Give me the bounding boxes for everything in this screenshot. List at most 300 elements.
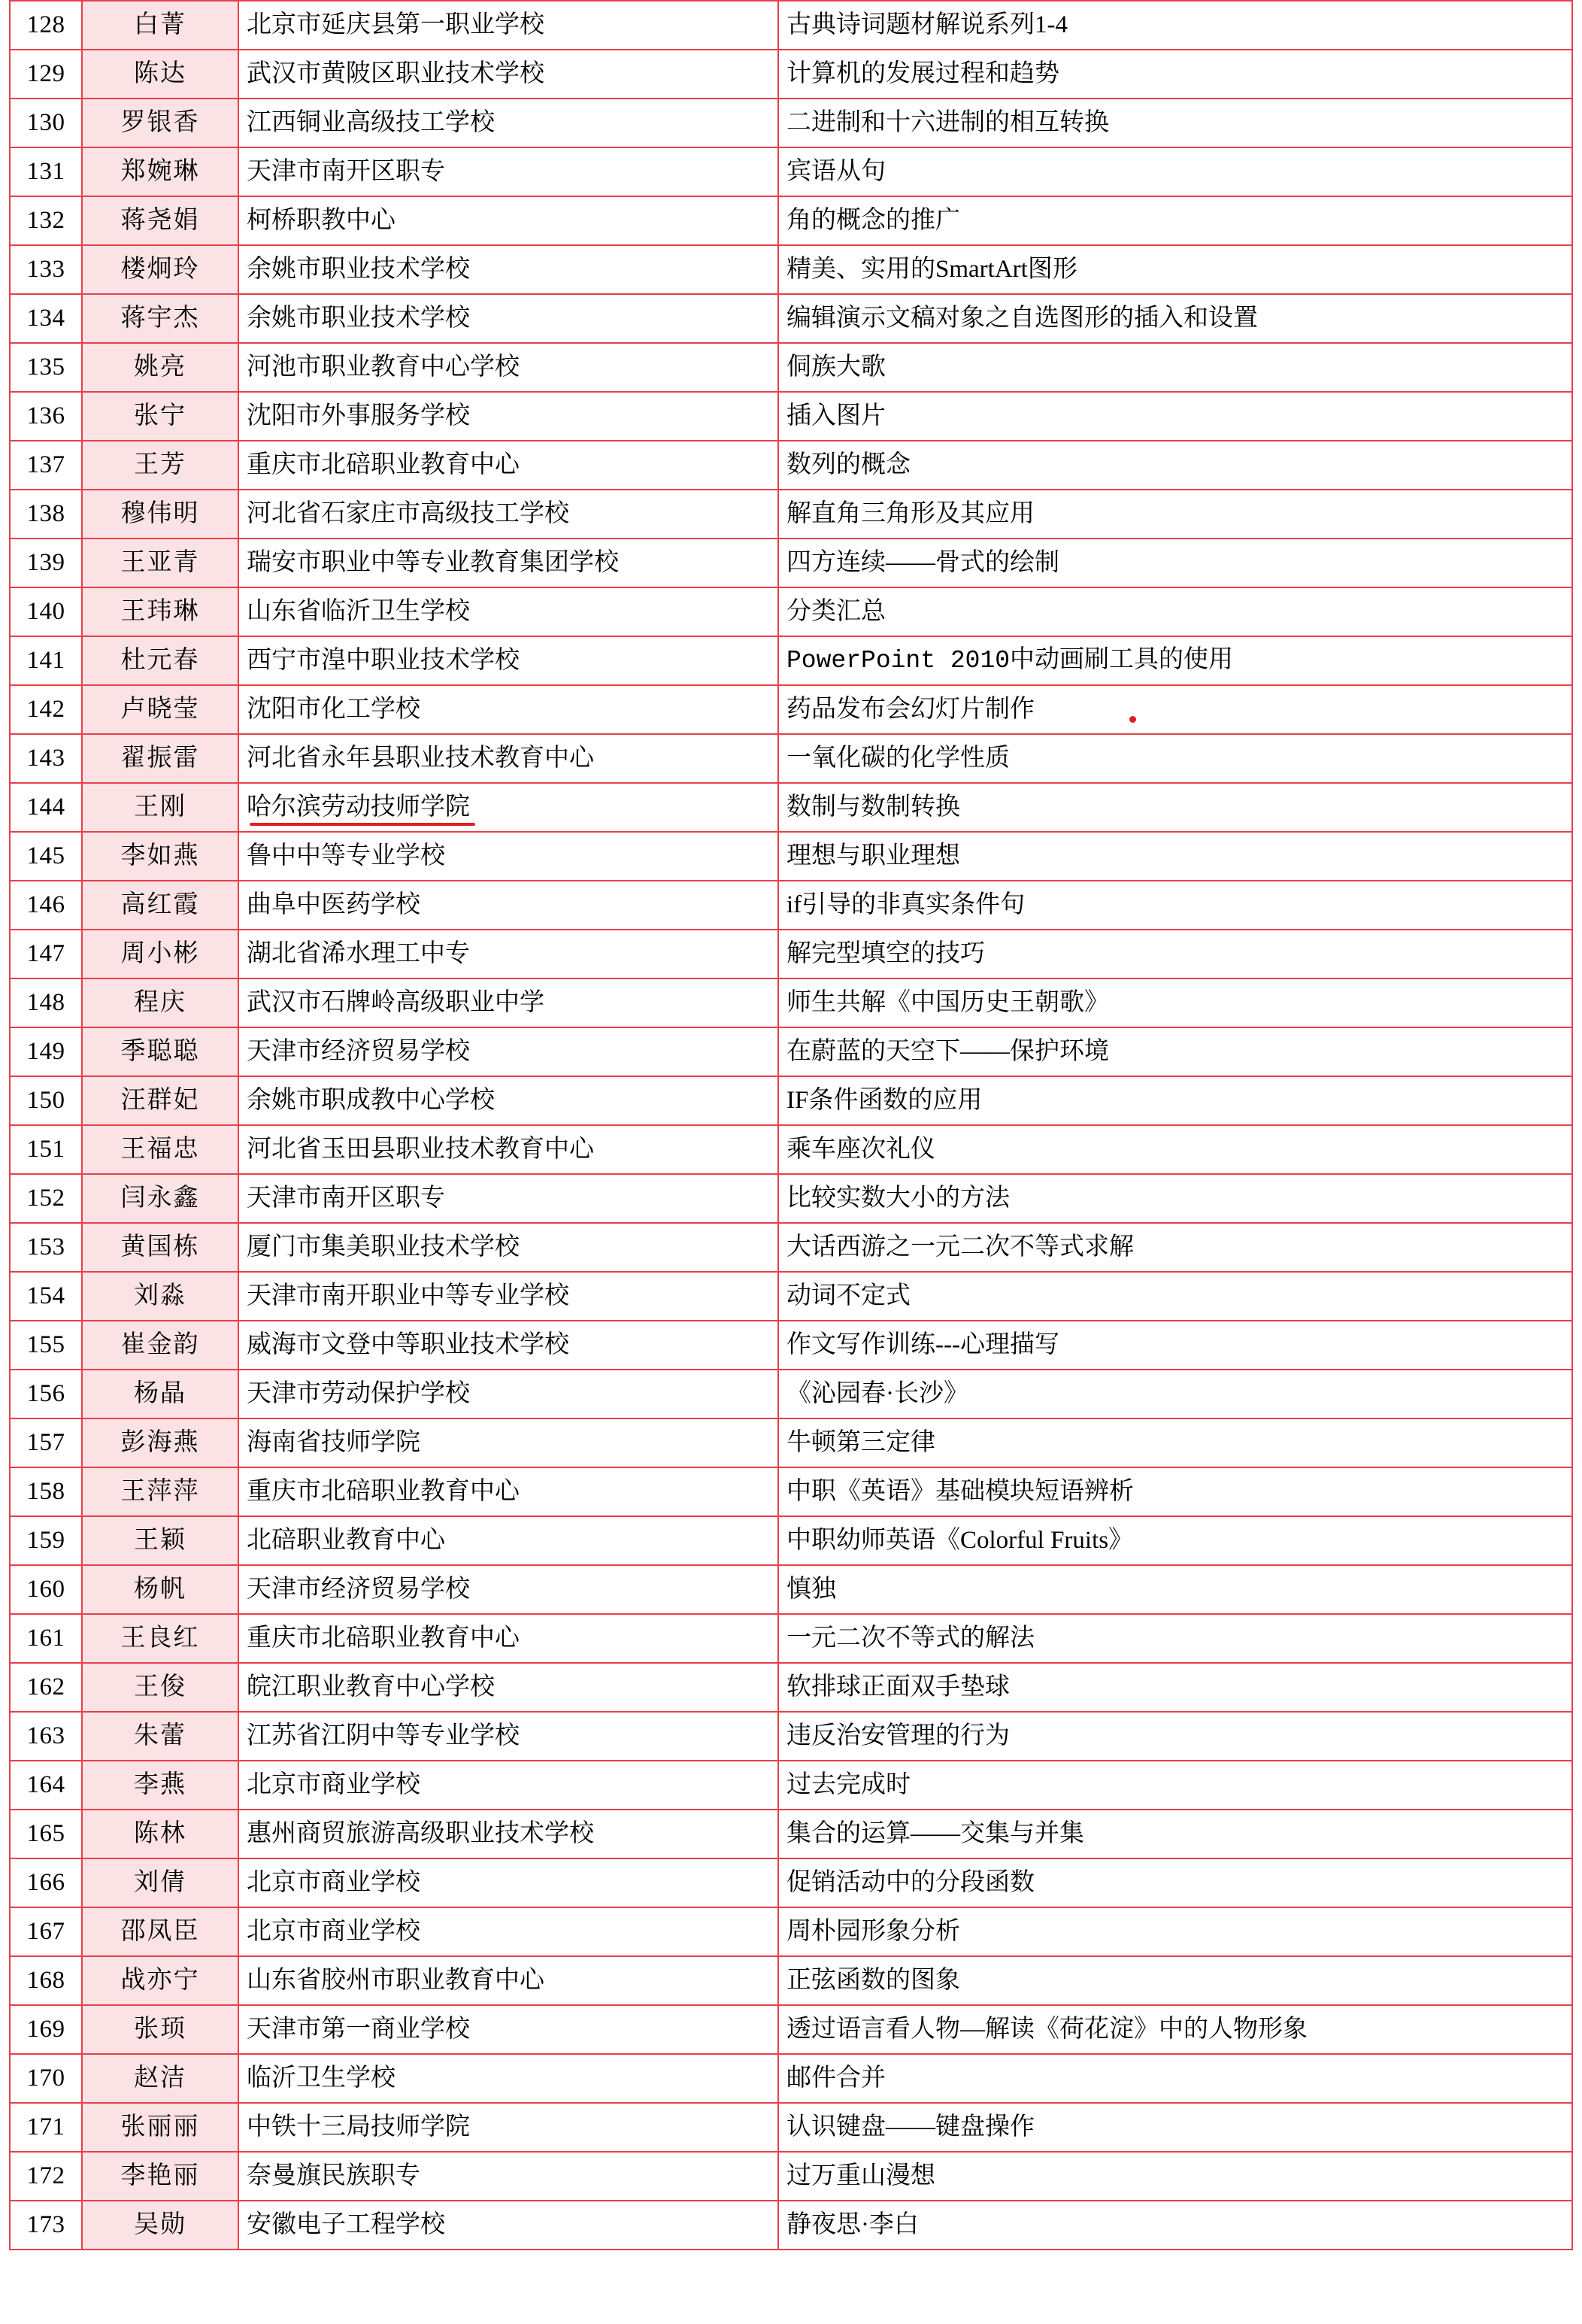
cell-topic <box>778 245 1572 294</box>
cell-index: 128 <box>10 1 82 50</box>
cell-index: 131 <box>10 147 82 196</box>
cell-name: 郑婉琳 <box>82 147 238 196</box>
cell-index: 154 <box>10 1272 82 1321</box>
cell-index: 170 <box>10 2054 82 2103</box>
table-row <box>10 2054 1572 2103</box>
cell-school <box>238 1810 778 1858</box>
table-row <box>10 587 1572 636</box>
table-row <box>10 685 1572 734</box>
school-text: 威海市文登中等职业技术学校 <box>247 1330 569 1358</box>
school-text: 瑞安市职业中等专业教育集团学校 <box>247 548 619 576</box>
cell-topic <box>778 294 1572 343</box>
school-text: 天津市劳动保护学校 <box>247 1379 470 1407</box>
cell-index: 142 <box>10 685 82 734</box>
topic-text: 一元二次不等式的解法 <box>786 1624 1035 1652</box>
school-text: 天津市南开区职专 <box>247 157 445 185</box>
table-row <box>10 1565 1572 1614</box>
cell-school <box>238 685 778 734</box>
topic-text: if引导的非真实条件句 <box>786 890 1026 918</box>
cell-school <box>238 1516 778 1565</box>
cell-topic <box>778 881 1572 930</box>
cell-name: 王萍萍 <box>82 1467 238 1516</box>
cell-index: 151 <box>10 1125 82 1174</box>
cell-index: 164 <box>10 1761 82 1810</box>
cell-topic <box>778 147 1572 196</box>
cell-index: 160 <box>10 1565 82 1614</box>
topic-text: 四方连续——骨式的绘制 <box>786 548 1059 576</box>
table-row <box>10 1858 1572 1907</box>
cell-topic <box>778 685 1572 734</box>
cell-school <box>238 930 778 978</box>
cell-topic <box>778 734 1572 783</box>
table-row <box>10 99 1572 147</box>
table-row <box>10 1614 1572 1663</box>
cell-index: 140 <box>10 587 82 636</box>
table-body <box>10 1 1572 2250</box>
cell-name: 王刚 <box>82 783 238 832</box>
table-row <box>10 1467 1572 1516</box>
topic-text: 二进制和十六进制的相互转换 <box>786 108 1109 136</box>
table-row <box>10 147 1572 196</box>
topic-text: 药品发布会幻灯片制作 <box>786 695 1035 723</box>
school-text: 山东省胶州市职业教育中心 <box>247 1966 544 1994</box>
cell-name: 黄国栋 <box>82 1223 238 1272</box>
school-text: 奈曼旗民族职专 <box>247 2162 420 2189</box>
school-text: 天津市经济贸易学校 <box>247 1575 470 1603</box>
topic-text: 比较实数大小的方法 <box>786 1184 1010 1212</box>
cell-name: 穆伟明 <box>82 490 238 539</box>
table-row <box>10 1761 1572 1810</box>
cell-topic <box>778 1761 1572 1810</box>
school-text: 天津市南开职业中等专业学校 <box>247 1282 569 1309</box>
table-row <box>10 539 1572 587</box>
table-row <box>10 2201 1572 2250</box>
cell-index: 156 <box>10 1370 82 1418</box>
table-row <box>10 1125 1572 1174</box>
topic-text: 大话西游之一元二次不等式求解 <box>786 1233 1134 1261</box>
cell-topic <box>778 2152 1572 2201</box>
cell-index: 162 <box>10 1663 82 1712</box>
cell-name: 卢晓莹 <box>82 685 238 734</box>
cell-topic <box>778 1956 1572 2005</box>
cell-index: 138 <box>10 490 82 539</box>
table-row <box>10 1223 1572 1272</box>
cell-topic <box>778 1810 1572 1858</box>
cell-index: 145 <box>10 832 82 881</box>
cell-index: 167 <box>10 1907 82 1956</box>
cell-name: 彭海燕 <box>82 1418 238 1467</box>
cell-name: 杨帆 <box>82 1565 238 1614</box>
cell-index: 148 <box>10 978 82 1027</box>
cell-school <box>238 245 778 294</box>
table-row <box>10 1418 1572 1467</box>
table-row <box>10 1712 1572 1761</box>
cell-school <box>238 1467 778 1516</box>
cell-index: 144 <box>10 783 82 832</box>
cell-index: 161 <box>10 1614 82 1663</box>
school-text: 安徽电子工程学校 <box>247 2210 445 2238</box>
table-row <box>10 1027 1572 1076</box>
cell-name: 姚亮 <box>82 343 238 392</box>
school-text: 北京市商业学校 <box>247 1770 420 1798</box>
cell-school <box>238 294 778 343</box>
topic-text: 违反治安管理的行为 <box>786 1722 1010 1749</box>
cell-name: 战亦宁 <box>82 1956 238 2005</box>
school-text: 皖江职业教育中心学校 <box>247 1673 495 1701</box>
cell-school <box>238 978 778 1027</box>
cell-school <box>238 2152 778 2201</box>
cell-name: 李燕 <box>82 1761 238 1810</box>
cell-index: 135 <box>10 343 82 392</box>
cell-topic <box>778 539 1572 587</box>
topic-text: 促销活动中的分段函数 <box>786 1868 1035 1896</box>
cell-school <box>238 1712 778 1761</box>
cell-name: 蒋尧娟 <box>82 196 238 245</box>
cell-name: 张丽丽 <box>82 2103 238 2152</box>
cell-topic <box>778 392 1572 441</box>
cell-topic <box>778 1076 1572 1125</box>
cell-index: 149 <box>10 1027 82 1076</box>
cell-school <box>238 2005 778 2054</box>
school-text: 惠州商贸旅游高级职业技术学校 <box>247 1819 594 1847</box>
table-row <box>10 1321 1572 1370</box>
cell-school <box>238 1858 778 1907</box>
cell-index: 173 <box>10 2201 82 2250</box>
cell-school <box>238 881 778 930</box>
table-row <box>10 343 1572 392</box>
cell-topic <box>778 978 1572 1027</box>
topic-text: 牛顿第三定律 <box>786 1428 935 1456</box>
cell-name: 王福忠 <box>82 1125 238 1174</box>
cell-school <box>238 147 778 196</box>
topic-text: 《沁园春·长沙》 <box>786 1379 968 1407</box>
topic-text: 中职幼师英语《Colorful Fruits》 <box>786 1526 1134 1554</box>
table-row <box>10 2005 1572 2054</box>
topic-text: 透过语言看人物—解读《荷花淀》中的人物形象 <box>786 2015 1308 2043</box>
cell-school <box>238 734 778 783</box>
topic-text: 邮件合并 <box>786 2064 886 2092</box>
school-text: 河北省玉田县职业技术教育中心 <box>247 1135 594 1163</box>
school-text: 北京市商业学校 <box>247 1868 420 1896</box>
cell-name: 季聪聪 <box>82 1027 238 1076</box>
cell-name: 杨晶 <box>82 1370 238 1418</box>
table-row <box>10 2152 1572 2201</box>
cell-topic <box>778 1125 1572 1174</box>
cell-topic <box>778 2005 1572 2054</box>
cell-index: 163 <box>10 1712 82 1761</box>
school-text: 武汉市石牌岭高级职业中学 <box>247 988 544 1016</box>
cell-topic <box>778 2054 1572 2103</box>
school-text: 河池市职业教育中心学校 <box>247 353 520 381</box>
topic-text: 静夜思·李白 <box>786 2210 919 2238</box>
table-row <box>10 196 1572 245</box>
cell-index: 147 <box>10 930 82 978</box>
cell-name: 李如燕 <box>82 832 238 881</box>
cell-topic <box>778 2201 1572 2250</box>
table-row <box>10 1076 1572 1125</box>
school-text: 北京市商业学校 <box>247 1917 420 1945</box>
cell-school <box>238 2054 778 2103</box>
cell-school <box>238 539 778 587</box>
table-row <box>10 50 1572 99</box>
topic-text: 分类汇总 <box>786 597 886 625</box>
cell-school <box>238 1614 778 1663</box>
cell-school <box>238 1272 778 1321</box>
cell-index: 129 <box>10 50 82 99</box>
cell-index: 139 <box>10 539 82 587</box>
topic-text: 理想与职业理想 <box>786 842 960 869</box>
table-row <box>10 1907 1572 1956</box>
school-text: 鲁中中等专业学校 <box>247 842 445 869</box>
topic-text: 编辑演示文稿对象之自选图形的插入和设置 <box>786 304 1258 332</box>
school-text: 天津市南开区职专 <box>247 1184 445 1212</box>
school-text: 重庆市北碚职业教育中心 <box>247 451 520 478</box>
topic-text: 师生共解《中国历史王朝歌》 <box>786 988 1109 1016</box>
school-text: 哈尔滨劳动技师学院 <box>247 793 470 821</box>
table-row <box>10 1663 1572 1712</box>
topic-text: 软排球正面双手垫球 <box>786 1673 1010 1701</box>
school-text: 天津市第一商业学校 <box>247 2015 470 2043</box>
cell-index: 166 <box>10 1858 82 1907</box>
topic-text: 周朴园形象分析 <box>786 1917 960 1945</box>
table-row <box>10 2103 1572 2152</box>
cell-school <box>238 587 778 636</box>
cell-topic <box>778 1027 1572 1076</box>
topic-text: 认识键盘——键盘操作 <box>786 2113 1035 2140</box>
cell-topic <box>778 1370 1572 1418</box>
cell-index: 169 <box>10 2005 82 2054</box>
cell-school <box>238 1565 778 1614</box>
topic-text: 解直角三角形及其应用 <box>786 499 1035 527</box>
school-text: 余姚市职成教中心学校 <box>247 1086 495 1114</box>
cell-name: 闫永鑫 <box>82 1174 238 1223</box>
topic-text: 过去完成时 <box>786 1770 911 1798</box>
topic-text: 数列的概念 <box>786 451 911 478</box>
cell-topic <box>778 1663 1572 1712</box>
cell-topic <box>778 832 1572 881</box>
school-text: 柯桥职教中心 <box>247 206 396 234</box>
table-row <box>10 930 1572 978</box>
cell-topic <box>778 1467 1572 1516</box>
cell-school <box>238 1027 778 1076</box>
cell-school <box>238 2103 778 2152</box>
cell-name: 邵凤臣 <box>82 1907 238 1956</box>
school-text: 天津市经济贸易学校 <box>247 1037 470 1065</box>
cell-school <box>238 1907 778 1956</box>
cell-index: 153 <box>10 1223 82 1272</box>
cell-name: 刘倩 <box>82 1858 238 1907</box>
cell-school <box>238 1761 778 1810</box>
school-text: 重庆市北碚职业教育中心 <box>247 1624 520 1652</box>
school-text: 临沂卫生学校 <box>247 2064 396 2092</box>
cell-topic <box>778 1712 1572 1761</box>
table-row <box>10 1174 1572 1223</box>
table-row <box>10 294 1572 343</box>
topic-text: 数制与数制转换 <box>786 793 960 821</box>
cell-name: 李艳丽 <box>82 2152 238 2201</box>
school-text: 江西铜业高级技工学校 <box>247 108 495 136</box>
cell-index: 137 <box>10 441 82 490</box>
cell-school <box>238 1174 778 1223</box>
cell-school <box>238 392 778 441</box>
cell-name: 周小彬 <box>82 930 238 978</box>
cell-index: 152 <box>10 1174 82 1223</box>
red-dot-annotation <box>1129 716 1136 723</box>
table-row <box>10 734 1572 783</box>
topic-text: 解完型填空的技巧 <box>786 939 985 967</box>
school-text: 重庆市北碚职业教育中心 <box>247 1477 520 1505</box>
school-text: 北京市延庆县第一职业学校 <box>247 11 544 38</box>
topic-text: IF条件函数的应用 <box>786 1086 983 1114</box>
table-row <box>10 783 1572 832</box>
topic-text: 乘车座次礼仪 <box>786 1135 935 1163</box>
topic-text: 精美、实用的SmartArt图形 <box>786 255 1077 283</box>
cell-topic <box>778 930 1572 978</box>
cell-school <box>238 1 778 50</box>
table-row <box>10 1370 1572 1418</box>
cell-school <box>238 1370 778 1418</box>
topic-text: 角的概念的推广 <box>786 206 960 234</box>
topic-text: 作文写作训练---心理描写 <box>786 1330 1059 1358</box>
cell-name: 赵洁 <box>82 2054 238 2103</box>
school-text: 余姚市职业技术学校 <box>247 255 470 283</box>
cell-school <box>238 1663 778 1712</box>
cell-name: 汪群妃 <box>82 1076 238 1125</box>
school-text: 中铁十三局技师学院 <box>247 2113 470 2140</box>
cell-topic <box>778 50 1572 99</box>
topic-text: 计算机的发展过程和趋势 <box>786 59 1059 87</box>
topic-text: 过万重山漫想 <box>786 2162 935 2189</box>
topic-text: 正弦函数的图象 <box>786 1966 960 1994</box>
cell-topic <box>778 1 1572 50</box>
school-text: 曲阜中医药学校 <box>247 890 420 918</box>
cell-name: 翟振雷 <box>82 734 238 783</box>
cell-index: 143 <box>10 734 82 783</box>
cell-name: 王良红 <box>82 1614 238 1663</box>
cell-index: 141 <box>10 636 82 685</box>
topic-text: 慎独 <box>786 1575 836 1603</box>
cell-index: 136 <box>10 392 82 441</box>
cell-school <box>238 196 778 245</box>
cell-index: 132 <box>10 196 82 245</box>
cell-school <box>238 99 778 147</box>
cell-name: 王颖 <box>82 1516 238 1565</box>
cell-school <box>238 1956 778 2005</box>
cell-name: 崔金韵 <box>82 1321 238 1370</box>
table-row <box>10 978 1572 1027</box>
cell-school <box>238 441 778 490</box>
cell-topic <box>778 441 1572 490</box>
cell-topic <box>778 343 1572 392</box>
school-text: 余姚市职业技术学校 <box>247 304 470 332</box>
cell-index: 172 <box>10 2152 82 2201</box>
cell-name: 高红霞 <box>82 881 238 930</box>
cell-topic <box>778 783 1572 832</box>
table-row <box>10 1272 1572 1321</box>
topic-text: PowerPoint 2010中动画刷工具的使用 <box>786 646 1234 675</box>
cell-school <box>238 1125 778 1174</box>
cell-topic <box>778 490 1572 539</box>
school-text: 湖北省浠水理工中专 <box>247 939 470 967</box>
topic-text: 宾语从句 <box>786 157 886 185</box>
school-text: 河北省永年县职业技术教育中心 <box>247 744 594 772</box>
topic-text: 集合的运算——交集与并集 <box>786 1819 1084 1847</box>
cell-topic <box>778 1321 1572 1370</box>
cell-topic <box>778 1565 1572 1614</box>
cell-school <box>238 1418 778 1467</box>
topic-text: 古典诗词题材解说系列1-4 <box>786 11 1068 38</box>
cell-name: 罗银香 <box>82 99 238 147</box>
cell-topic <box>778 196 1572 245</box>
cell-school <box>238 832 778 881</box>
topic-text: 动词不定式 <box>786 1282 911 1309</box>
red-underline-annotation <box>250 823 475 826</box>
cell-index: 133 <box>10 245 82 294</box>
cell-school <box>238 343 778 392</box>
school-text: 北碚职业教育中心 <box>247 1526 445 1554</box>
cell-index: 155 <box>10 1321 82 1370</box>
cell-index: 146 <box>10 881 82 930</box>
school-text: 河北省石家庄市高级技工学校 <box>247 499 569 527</box>
school-text: 江苏省江阴中等专业学校 <box>247 1722 520 1749</box>
topic-text: 插入图片 <box>786 402 886 429</box>
cell-school <box>238 2201 778 2250</box>
table-row <box>10 636 1572 685</box>
cell-school <box>238 1223 778 1272</box>
cell-index: 171 <box>10 2103 82 2152</box>
cell-name: 王芳 <box>82 441 238 490</box>
topic-text: 在蔚蓝的天空下——保护环境 <box>786 1037 1109 1065</box>
cell-name: 张宁 <box>82 392 238 441</box>
school-text: 厦门市集美职业技术学校 <box>247 1233 520 1261</box>
table-row <box>10 1516 1572 1565</box>
cell-school <box>238 490 778 539</box>
cell-index: 130 <box>10 99 82 147</box>
cell-name: 王玮琳 <box>82 587 238 636</box>
cell-index: 158 <box>10 1467 82 1516</box>
cell-topic <box>778 636 1572 685</box>
cell-index: 134 <box>10 294 82 343</box>
table-row <box>10 832 1572 881</box>
cell-topic <box>778 1516 1572 1565</box>
table-row <box>10 245 1572 294</box>
cell-name: 张顼 <box>82 2005 238 2054</box>
topic-text: 一氧化碳的化学性质 <box>786 744 1010 772</box>
cell-name: 吴勋 <box>82 2201 238 2250</box>
school-text: 山东省临沂卫生学校 <box>247 597 470 625</box>
cell-topic <box>778 1418 1572 1467</box>
cell-name: 杜元春 <box>82 636 238 685</box>
school-text: 西宁市湟中职业技术学校 <box>247 646 520 674</box>
cell-name: 程庆 <box>82 978 238 1027</box>
cell-index: 168 <box>10 1956 82 2005</box>
cell-topic <box>778 99 1572 147</box>
table-row <box>10 392 1572 441</box>
cell-topic <box>778 1858 1572 1907</box>
cell-name: 朱蕾 <box>82 1712 238 1761</box>
cell-topic <box>778 1272 1572 1321</box>
school-text: 海南省技师学院 <box>247 1428 420 1456</box>
cell-school <box>238 1076 778 1125</box>
cell-index: 150 <box>10 1076 82 1125</box>
table-row <box>10 1956 1572 2005</box>
cell-topic <box>778 587 1572 636</box>
table-row <box>10 1 1572 50</box>
cell-topic <box>778 2103 1572 2152</box>
topic-text: 侗族大歌 <box>786 353 886 381</box>
cell-name: 陈达 <box>82 50 238 99</box>
cell-name: 楼炯玲 <box>82 245 238 294</box>
